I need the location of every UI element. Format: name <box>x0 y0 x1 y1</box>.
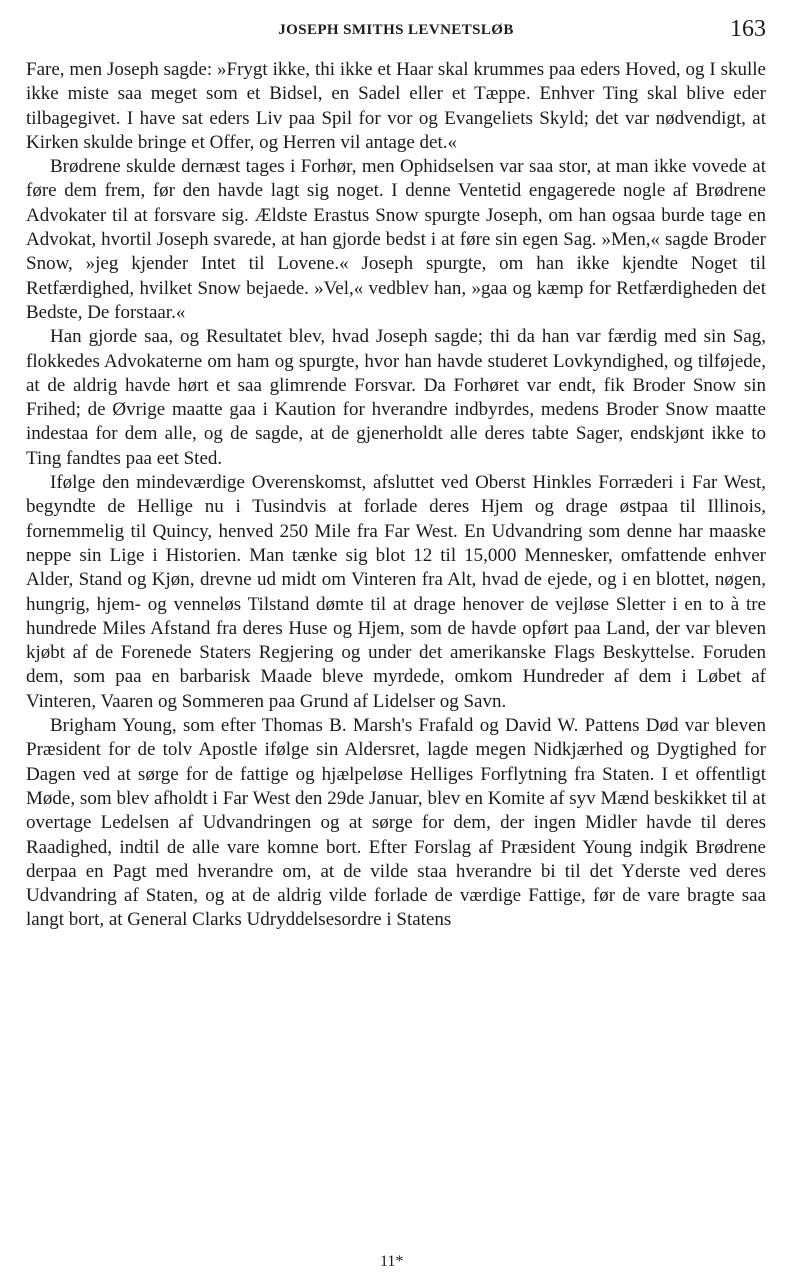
body-text <box>26 58 766 933</box>
signature-mark: 11* <box>380 1253 404 1270</box>
paragraph: Ifølge den mindeværdige Overenskomst, afsluttet ved Oberst Hinkles Forræderi i Far West, begyndte de Hellige nu i Tusindvis at forlade deres Hjem og drage østpaa til Illinois, fornemmelig til Quincy, henved 250 Mile fra Far West. En Udvandring som denne har maaske neppe sin Lige i Historien. Man tænke sig blot 12 til 15,000 Mennesker, omfattende enhver Alder, Stand og Kjøn, drevne ud midt om Vinteren fra Alt, hvad de ejede, og i en blottet, nøgen, hungrig, hjem- og venneløs Tilstand dømte til at drage henover de vejløse Sletter i en to à tre hundrede Miles Afstand fra deres Huse og Hjem, som de havde opført paa Land, der var bleven kjøbt af de Forenede Staters Regjering og under det amerikanske Flags Beskyttelse. Foruden dem, som paa en barbarisk Maade bleve myrdede, omkom Hundreder af dem i Løbet af Vinteren, Vaaren og Sommeren paa Grund af Lidelser og Savn. <box>26 472 766 712</box>
paragraph: Brigham Young, som efter Thomas B. Marsh's Frafald og David W. Pattens Død var bleven Præsident for de tolv Apostle ifølge sin Aldersret, lagde megen Nidkjærhed og Dygtighed for Dagen ved at sørge for de fattige og hjælpeløse Helliges Forflytning fra Staten. I et offentligt Møde, som blev afholdt i Far West den 29de Januar, blev en Komite af syv Mænd beskikket til at overtage Ledelsen af Udvandringen og at sørge for dem, der ingen Midler havde til deres Raadighed, indtil de alle vare komne bort. Efter Forslag af Præsident Young indgik Brødrene derpaa en Pagt med hverandre om, at de vilde staa hverandre bi til det Yderste ved deres Udvandring af Staten, og at de aldrig vilde forlade de værdige Fattige, før de vare bragte saa langt bort, at General Clarks Udryddelsesordre i Statens <box>26 715 766 931</box>
paragraph: Brødrene skulde dernæst tages i Forhør, men Ophidselsen var saa stor, at man ikke vovede at føre dem frem, før den havde lagt sig noget. I denne Ventetid engagerede nogle af Brødrene Advokater til at forsvare sig. Ældste Erastus Snow spurgte Joseph, om han ogsaa burde tage en Advokat, hvortil Joseph svarede, at han gjorde bedst i at føre sin egen Sag. »Men,« sagde Broder Snow, »jeg kjender Intet til Lovene.« Joseph spurgte, om han ikke kjendte Noget til Retfærdighed, hvilket Snow bejaede. »Vel,« vedblev han, »gaa og kæmp for Retfærdigheden det Bedste, De forstaar.« <box>26 156 766 323</box>
page-header <box>26 10 766 50</box>
page-number: 163 <box>730 16 766 42</box>
paragraph: Fare, men Joseph sagde: »Frygt ikke, thi ikke et Haar skal krummes paa eders Hoved, og I skulle ikke miste saa meget som et Bidsel, en Sadel eller et Tæppe. Enhver Ting skal blive eder tilbagegivet. I have sat eders Liv paa Spil for vor og Evangeliets Skyld; det var nødvendigt, at Kirken skulde bringe et Offer, og Herren vil antage det.« <box>26 59 766 153</box>
paragraph: Han gjorde saa, og Resultatet blev, hvad Joseph sagde; thi da han var færdig med sin Sag, flokkedes Advokaterne om ham og spurgte, hvor han havde studeret Lovkyndighed, og tilføjede, at de aldrig havde hørt et saa glimrende Forsvar. Da Forhøret var endt, fik Broder Snow sin Frihed; de Øvrige maatte gaa i Kaution for hverandre indbyrdes, medens Broder Snow maatte indestaa for dem alle, og de sagde, at de gjenerholdt alle deres tabte Sager, endskjønt ikke to Ting fandtes paa eet Sted. <box>26 326 766 469</box>
running-title: JOSEPH SMITHS LEVNETSLØB <box>278 22 514 38</box>
